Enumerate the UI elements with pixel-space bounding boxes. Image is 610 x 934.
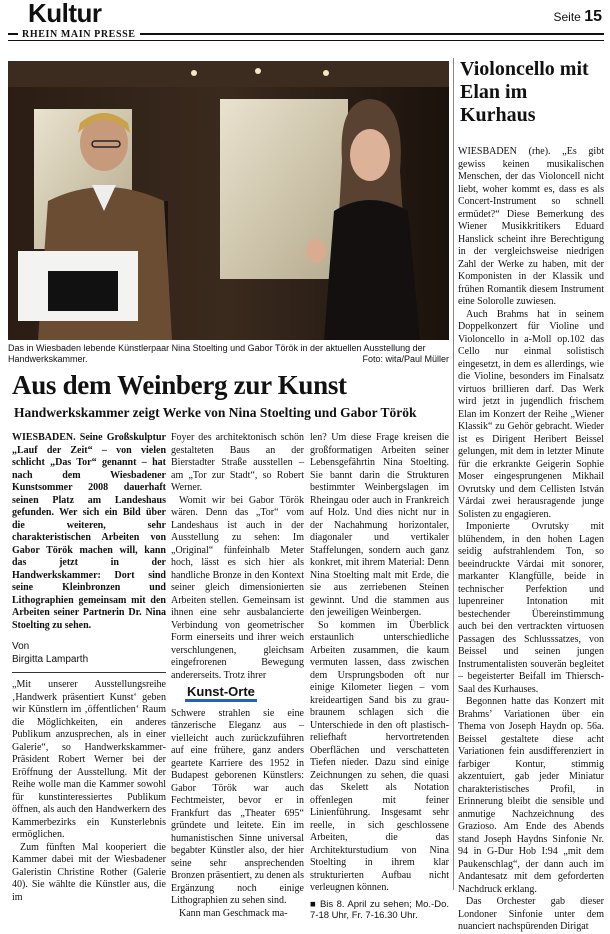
paragraph: Schwere strahlen sie eine tänzerische Eleganz aus – vielleicht auch zurückzuführen auf eine frühere, ganz anders geartete Karriere des 1952 in Budapest geborenen Künstlers: Gabor Török war auch Fechtmeister, bevor er in Frankfurt das „Theater 695“ gründete und leitete. Ein im humanistischen Sinne universal begabter Künstler also, der hier seine sehr ansprechenden Bronzen präsentiert, zu denen als Ergänzung noch einige Lithographien zu sehen sind.: [171, 707, 305, 906]
column-divider: [12, 672, 166, 673]
exhibition-info: ■ Bis 8. April zu sehen; Mo.-Do. 7-18 Uhr, Fr. 7-16.30 Uhr.: [310, 898, 449, 921]
article-byline: [12, 640, 166, 666]
page-number: [554, 8, 603, 26]
side-article-body: [458, 146, 604, 934]
kunst-orte-label: Kunst-Orte: [185, 686, 257, 702]
paragraph: Womit wir bei Gabor Török wären. Denn das „Tor“ vom Landeshaus ist auch in der Ausstellung zu sehen: Im „Original“ fünfeinhalb Meter hoch, lässt es sich hier als handliche Bronze in den Kontext seiner gleich dimensionierten Arbeiten stellen. Gemeinsam ist ihnen eine sehr ausbalancierte Verbindung von geometrischer Form einerseits und ihrer weich verschlungenen, gleichsam eingefrorenen Bewegung andererseits. Trotz ihrer: [171, 494, 304, 681]
paragraph: Auch Brahms hat in seinem Doppelkonzert für Violine und Violoncello in a-Moll op.102 das Cello nur einmal solistisch eingesetzt, in dem es allerdings, wie die Violine, besonders im Finalsatz virtuos brillieren darf. Das Werk wird jetzt in jugendlich frischem Elan im Konzert der Reihe „Wiener Klassik“ zu Gehör gebracht. Wieder ist es Dirigent Heribert Beissel gelungen, mit dem in letzter Minute für die erkrankte Geigerin Sophie Moser eingesprungenen Mikhail Ovrutsky und dem Cellisten István Várdai zwei herausragende junge Solisten zu engagieren.: [458, 308, 604, 520]
article-column-1: [12, 432, 166, 904]
page-label: Seite: [553, 10, 581, 24]
photo-caption: [8, 343, 449, 365]
paragraph: Kann man Geschmack ma-: [179, 907, 288, 919]
paragraph: len? Um diese Frage kreisen die großformatigen Arbeiten seiner Lebensgefährtin Nina Stoelting. Sie bannt darin die Strukturen bestimmter Weinbergslagen im Rheingau oder auch in Frankreich auf Holz. Und dies nicht nur in der Nachahmung horizontaler, diagonaler und vertikaler Staffelungen, sondern auch ganz konkret, mit ihrem Material: Denn Nina Stoelting malt mit Erde, die sie aus zerriebenen Steinen gewinnt. Und die stammen aus den jeweiligen Weinbergen.: [310, 432, 449, 618]
byline-author: Birgitta Lamparth: [12, 654, 89, 665]
caption-text: Das in Wiesbaden lebende Künstlerpaar Nina Stoelting und Gabor Török in der aktuellen Ausstellung der Handwerkskammer.: [8, 343, 426, 364]
exhibition-info-text: Bis 8. April zu sehen; Mo.-Do. 7-18 Uhr, Fr. 7-16.30 Uhr.: [310, 898, 449, 921]
section-title: Kultur: [28, 0, 102, 28]
byline-prefix: Von: [12, 641, 30, 652]
paragraph: „Mit unserer Ausstellungsreihe ‚Handwerk präsentiert Kunst‘ geben wir Künstlern im ‚öffentlichen‘ Raum die Möglichkeiten, ein anderes Publikum anzusprechen, als in einer Galerie“, so Handwerkskammer-Präsident Robert Werner bei der Eröffnung der Ausstellung. Mit der Reihe wolle man die Kammer sowohl für kunstinteressiertes Publikum öffnen, als auch den Handwerkern des Kammerbezirks ein Kunsterlebnis ermöglichen.: [12, 679, 166, 840]
paragraph: Das Orchester gab dieser Londoner Sinfonie unter dem nuanciert nachspürenden Dirigat: [458, 896, 604, 932]
article-photo: [8, 61, 449, 340]
masthead-thin-rule: [8, 40, 604, 41]
article-column-3: [310, 432, 449, 922]
paragraph: So kommen im Überblick erstaunlich unterschiedliche Arbeiten zusammen, die kaum vermuten lassen, dass zwischen dem Ursprungsboden oft nur einige Kilometer liegen – vom kreideartigen Sand bis zu grau-braunem schlagen sich die Unterschiede in den oft plastisch-reliefhaft hervortretenden Oberflächen und verschatteten Tiefen nieder. Dazu sind einige Zeichnungen zu sehen, die quasi das Skelett als Notation offenlegen mit feiner Linienführung. Insgesamt sehr reelle, in sich geschlossene Arbeiten, die das Architekturstudium von Nina Stoelting in ihrem klar strukturierten Aufbau nicht verleugnen können.: [310, 619, 449, 893]
paragraph: WIESBADEN (rhe). „Es gibt gewiss keinen musikalischen Menschen, der das Violoncell nicht liebt, woher kommt es, dass es als Concert-Instrument so schnell ermüdet?“ Diese Bemerkung des Wiener Musikkritikers Eduard Hanslick scheint ihre Berechtigung in der vergleichsweise niedrigen Zahl der Werke zu haben, mit der Komponisten in der Klassik und frühen Romantik diesem Instrument eine Solorolle zuwiesen.: [458, 146, 604, 307]
article-headline: Aus dem Weinberg zur Kunst: [12, 370, 347, 400]
photo-illustration: [8, 61, 449, 340]
paragraph: Begonnen hatte das Konzert mit Brahms’ Variationen über ein Thema von Joseph Haydn op. 56a. Beissel gestaltete diese acht Variationen fein ausdifferenziert in farbiger Kontur, stimmig akzentuiert, gab jeder Miniatur charakteristisches Profil, in Erinnerung bleibt die sensible und anmutige Nachzeichnung des Grazioso. Am Ende des Abends stand Joseph Haydns Sinfonie Nr. 94 in G-Dur Hob I:94 „mit dem Paukenschlag“, der dann auch im Andantesatz mit dem geforderten Nachdruck erklang.: [458, 696, 604, 895]
article-lead: WIESBADEN. Seine Großskulptur „Lauf der Zeit“ – von vielen schlicht „Das Tor“ genannt – hat nach dem Wiesbadener Kunstsommer 2008 dauerhaft seinen Platz am Landeshaus gefunden. Wer sich ein Bild über die weiteren, sehr charakteristischen Arbeiten von Gabor Török machen will, kann das jetzt in der Handwerkskammer: Dort sind seine Kleinbronzen und Lithographien gemeinsam mit den Arbeiten seiner Partnerin Dr. Nina Stoelting zu sehen.: [12, 432, 166, 631]
article-column-2: [171, 432, 304, 920]
paragraph: Foyer des architektonisch schön gestalteten Baus an der Bierstadter Straße ausstellen – am „Tor zur Stadt“, so Robert Werner.: [171, 432, 304, 493]
page-number-value: 15: [584, 8, 602, 25]
article-subheadline: Handwerkskammer zeigt Werke von Nina Stoelting und Gabor Török: [14, 405, 417, 420]
newspaper-name: RHEIN MAIN PRESSE: [18, 29, 140, 40]
paragraph: Imponierte Ovrutsky mit blühendem, in den hohen Lagen seidig aufstrahlendem Ton, so beeindruckte Várdai mit sonorer, markanter Klangfülle, beide in technischer Perfektion und lupenreiner Intonation mit bestechender Übereinstimmung auch bei den vertrackten virtuosen Passagen des Schlusssatzes, von Beissel und seinen jungen Instrumentalisten souverän begleitet – begeisterter Beifall im Thiersch-Saal des Kurhauses.: [458, 521, 604, 695]
side-column-rule: [453, 58, 454, 890]
photo-credit: Foto: wita/Paul Müller: [362, 354, 449, 364]
paragraph: Zum fünften Mal kooperiert die Kammer dabei mit der Wiesbadener Galeristin Christine Rother (Galerie 40). Sie wählte die Künstler aus, die im: [12, 841, 166, 903]
side-article-headline: Violoncello mit Elan im Kurhaus: [460, 58, 589, 126]
